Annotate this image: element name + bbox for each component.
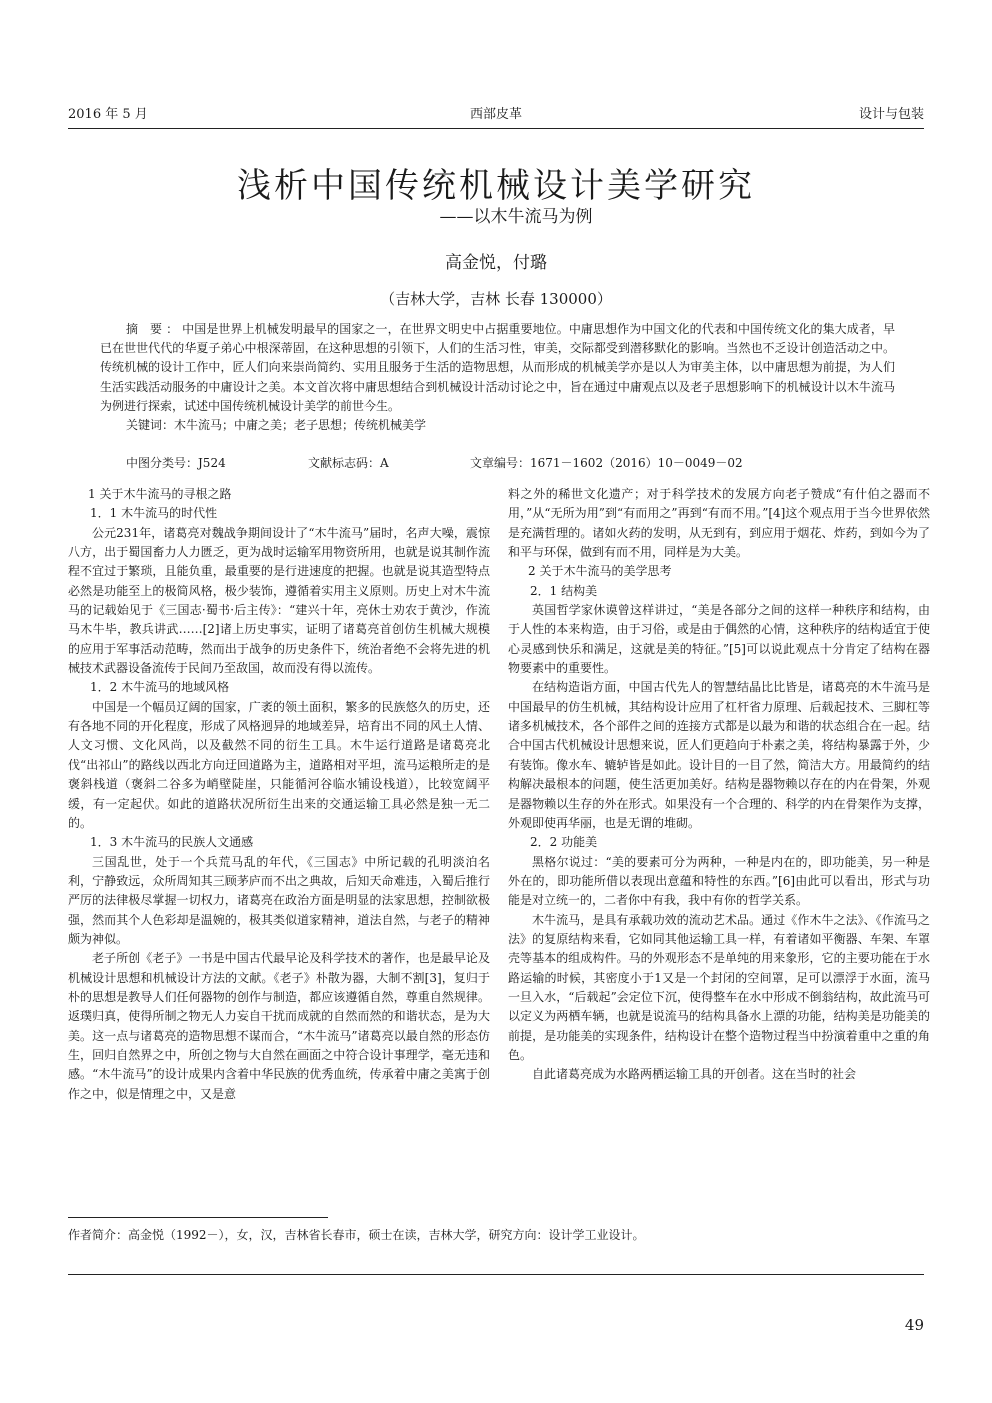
paper-title: 浅析中国传统机械设计美学研究 [237, 166, 755, 206]
page-number: 49 [904, 1316, 924, 1334]
section-heading: 1．2 木牛流马的地域风格 [90, 680, 230, 695]
header-journal: 西部皮革 [469, 107, 522, 122]
author-footnote: 作者简介：高金悦（1992－），女，汉，吉林省长春市，硕士在读，吉林大学，研究方向：设计学工业设计。 [68, 1228, 645, 1242]
section-heading: 1．3 木牛流马的民族人文通感 [90, 835, 254, 850]
section-heading: 1 关于木牛流马的寻根之路 [88, 487, 232, 501]
body-paragraph: 英国哲学家休谟曾这样讲过，“美是各部分之间的这样一种秩序和结构，由于人性的本来构造，由于习俗，或是由于偶然的心情，这种秩序的结构适宜于使心灵感到快乐和满足，这就是美的特征。”[5]可以说此观点十分肯定了结构在器物要素中的重要性。 [508, 603, 930, 676]
section-heading: 2．2 功能美 [530, 835, 598, 850]
section-heading: 2 关于木牛流马的美学思考 [528, 564, 672, 579]
body-paragraph: 在结构造诣方面，中国古代先人的智慧结晶比比皆是，诸葛亮的木牛流马是中国最早的仿生机械，其结构设计应用了杠杆省力原理、后载起技术、三脚杠等诸多机械技术，各个部件之间的连接方式都是以最为和谐的状态组合在一起。结合中国古代机械设计思想来说，匠人们更趋向于朴素之美，将结构暴露于外，少有装饰。像水车、辘轳皆是如此。设计目的一目了然，简洁大方。用最简约的结构解决最根本的问题，使生活更加美好。结构是器物赖以存在的内在骨架，外观是器物赖以生存的外在形式。如果没有一个合理的、科学的内在骨架作为支撑，外观即使再华丽，也是无谓的堆砌。 [508, 680, 930, 830]
header-section: 设计与包装 [858, 107, 924, 122]
body-paragraph: 黑格尔说过：“美的要素可分为两种，一种是内在的，即功能美，另一种是外在的，即功能所借以表现出意蕴和特性的东西。”[6]由此可以看出，形式与功能是对立统一的，二者你中有我，我中有你的哲学关系。 [508, 854, 930, 908]
clc-number: 中图分类号：J524 [126, 456, 226, 470]
paper-affiliation: （吉林大学，吉林 长春 130000） [380, 290, 612, 308]
section-heading: 2．1 结构美 [530, 583, 598, 598]
paper-authors: 高金悦，付璐 [445, 253, 547, 273]
body-paragraph: 料之外的稀世文化遗产；对于科学技术的发展方向老子赞成“有什伯之器而不用，”从“无所为用”到“有而用之”再到“有而不用。”[4]这个观点用于当今世界依然是充满哲理的。诸如火药的发明，从无到有，到应用于烟花、炸药，到如今为了和平与环保，做到有而不用，同样是为大美。 [508, 487, 930, 560]
right-column [508, 485, 930, 1085]
header-rule [68, 128, 924, 129]
abstract-text: 中国是世界上机械发明最早的国家之一，在世界文明史中占据重要地位。中庸思想作为中国文化的代表和中国传统文化的集大成者，早已在世世代代的华夏子弟心中根深蒂固，在这种思想的引领下，人们的生活习性，审美，交际都受到潜移默化的影响。当然也不乏设计创造活动之中。传统机械的设计工作中，匠人们向来崇尚简约、实用且服务于生活的造物思想，从而形成的机械美学亦是以人为审美主体，以中庸思想为前提，为人们生活实践活动服务的中庸设计之美。本文首次将中庸思想结合到机械设计活动讨论之中，旨在通过中庸观点以及老子思想影响下的机械设计以木牛流马为例进行探索，试述中国传统机械设计美学的前世今生。 [100, 322, 895, 413]
paper-subtitle: ——以木牛流马为例 [439, 207, 593, 227]
footer-rule [68, 1274, 924, 1275]
body-paragraph: 自此诸葛亮成为水路两栖运输工具的开创者。这在当时的社会 [532, 1067, 857, 1082]
keywords: 关键词：木牛流马；中庸之美；老子思想；传统机械美学 [126, 418, 427, 433]
body-paragraph: 中国是一个幅员辽阔的国家，广袤的领土面积，繁多的民族悠久的历史，还有各地不同的开化程度，形成了风格迥异的地域差异，培育出不同的风土人情、人文习惯、文化风尚，以及截然不同的衍生工具。木牛运行道路是诸葛亮北伐“出祁山”的路线以西北方向迂回道路为主，道路相对平坦，流马运粮所走的是褒斜栈道（褒斜二谷多为峭壁陡崖，只能循河谷临水铺设栈道），比较宽阔平缓，有一定起伏。如此的道路状况所衍生出来的交通运输工具必然是独一无二的。 [68, 699, 490, 830]
body-paragraph: 老子所创《老子》一书是中国古代最早论及科学技术的著作，也是最早论及机械设计思想和机械设计方法的文献。《老子》朴散为器，大制不割[3]，复归于朴的思想是教导人们任何器物的创作与制造，都应该遵循自然，尊重自然规律。返璞归真，使得所制之物无人力妄自干扰而成就的自然而然的和谐状态，是为大美。这一点与诸葛亮的造物思想不谋而合，“木牛流马”诸葛亮以最自然的形态仿生，回归自然界之中，所创之物与大自然在画面之中符合设计事理学，毫无违和感。“木牛流马”的设计成果内含着中华民族的优秀血统，传承着中庸之美寓于创作之中，似是情理之中，又是意 [68, 951, 490, 1101]
abstract [100, 320, 895, 435]
header-date: 2016 年 5 月 [68, 107, 148, 122]
body-paragraph: 木牛流马，是具有承载功效的流动艺术品。通过《作木牛之法》、《作流马之法》的复原结构来看，它如同其他运输工具一样，有着诸如平衡器、车架、车罩壳等基本的组成构件。马的外观形态不是单纯的用来象形，它的主要功能在于水路运输的时候，其密度小于1又是一个封闭的空间罩，足可以漂浮于水面，流马一旦入水，“后载起”会定位下沉，使得整车在水中形成不倒翁结构，故此流马可以定义为两栖车辆，也就是说流马的结构具备水上漂的功能，结构美是功能美的前提，是功能美的实现条件，结构设计在整个造物过程当中扮演着重中之重的角色。 [508, 912, 930, 1062]
body-paragraph: 三国乱世，处于一个兵荒马乱的年代，《三国志》中所记载的孔明淡泊名利，宁静致远，众所周知其三顾茅庐而不出之典故，后知天命难违，入蜀后推行严厉的法律极尽掌握一切权力，诸葛亮在政治方面是明显的法家思想，控制欲极强，然而其个人色彩却是温婉的，极其类似道家精神，道法自然，与老子的精神颇为神似。 [68, 854, 490, 946]
abstract-label: 摘 要： [126, 322, 183, 336]
body-paragraph: 公元231年，诸葛亮对魏战争期间设计了“木牛流马”届时，名声大噪，震惊八方，出于蜀国畜力人力匮乏，更为战时运输军用物资所用，也就是说其制作流程不宜过于繁琐，且能负重，最重要的是行进速度的把握。也就是说其造型特点必然是功能至上的极简风格，极少装饰，遵循着实用主义原则。历史上对木牛流马的记载始见于《三国志·蜀书·后主传》：“建兴十年，亮休士劝农于黄沙，作流马木牛毕，教兵讲武……[2]诸上历史事实，证明了诸葛亮首创仿生机械大规模的应用于军事活动范畴，然而出于战争的历史条件下，统治者绝不会将先进的机械技术武器设备流传于民间乃至敌国，故而没有得以流传。 [68, 525, 490, 676]
section-heading: 1．1 木牛流马的时代性 [90, 506, 218, 521]
running-header [68, 103, 924, 125]
article-number: 文章编号：1671－1602（2016）10－0049－02 [470, 456, 743, 470]
left-column [68, 485, 490, 1104]
footnote-rule [68, 1217, 328, 1218]
document-code: 文献标志码：A [308, 456, 389, 470]
